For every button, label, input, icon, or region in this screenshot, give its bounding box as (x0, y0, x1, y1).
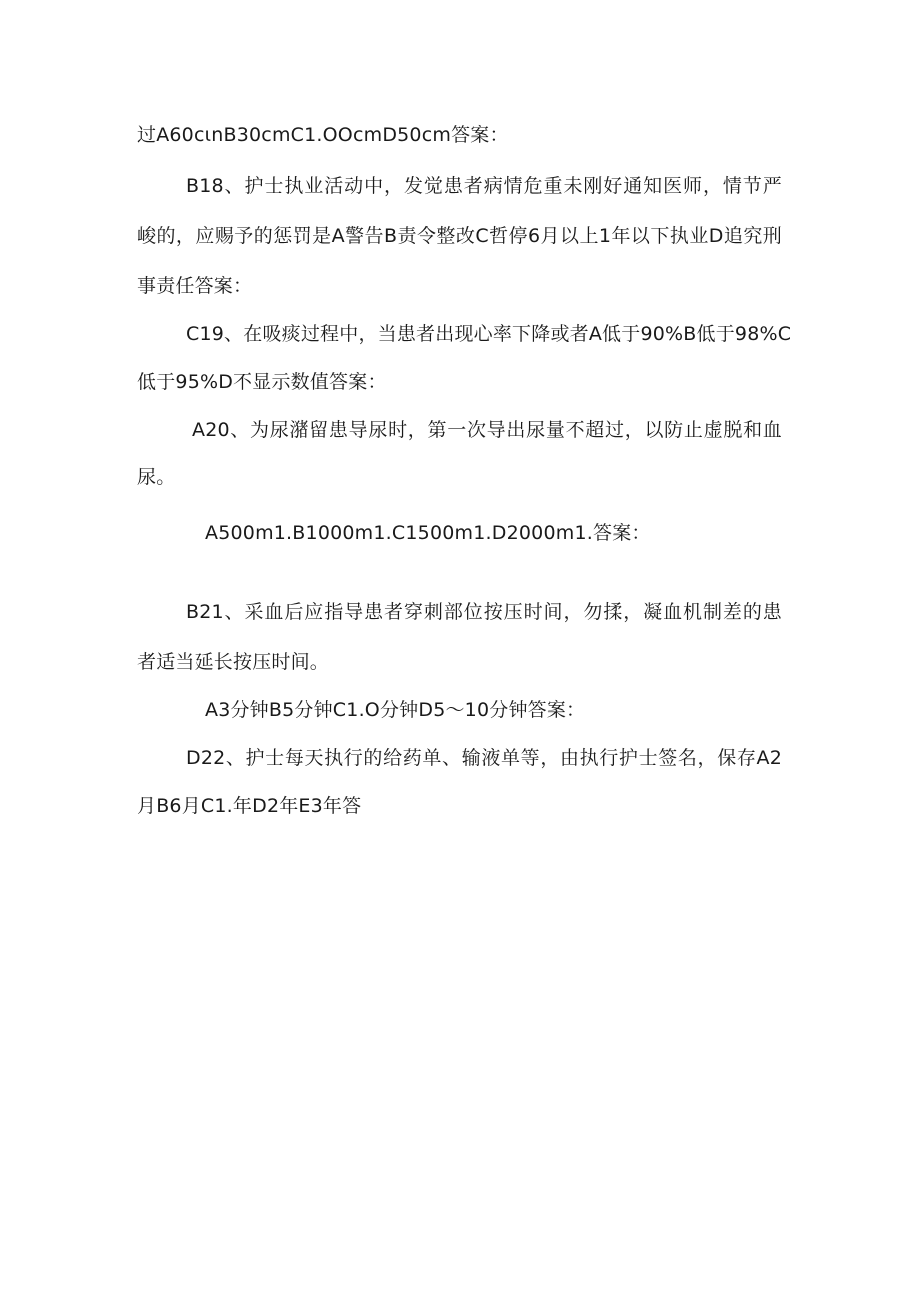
text-line-q20-options: A500m1.B1000m1.C1500m1.D2000m1.答案： (205, 522, 651, 544)
text-line-q20-stem: A20、为尿潴留患导尿时，第一次导出尿量不超过，以防止虚脱和血 (192, 419, 782, 441)
text-line-q22-stem: D22、护士每天执行的给药单、输液单等，由执行护士签名，保存A2 (186, 747, 782, 769)
text-line-q18-stem: B18、护士执业活动中，发觉患者病情危重未刚好通知医师，情节严 (186, 175, 782, 197)
text-line-q20-stem-end: 尿。 (137, 466, 176, 488)
text-line-q18-answer: 事责任答案： (137, 275, 253, 297)
text-line-q17-options: 过A60cιnB30cmC1.OOcmD50cm答案： (137, 124, 509, 146)
text-line-q18-options: 峻的，应赐予的惩罚是A警告B责令整改C哲停6月以上1年以下执业D追究刑 (137, 225, 782, 247)
text-line-q19-stem: C19、在吸痰过程中，当患者出现心率下降或者A低于90%B低于98%C (186, 323, 792, 345)
text-line-q19-options: 低于95%D不显示数值答案： (137, 371, 387, 393)
text-line-q22-options: 月B6月C1.年D2年E3年答 (137, 795, 362, 817)
text-line-q21-stem-end: 者适当延长按压时间。 (137, 651, 330, 673)
text-line-q21-options: A3分钟B5分钟C1.O分钟D5〜10分钟答案： (205, 699, 586, 721)
text-line-q21-stem: B21、采血后应指导患者穿刺部位按压时间，勿揉，凝血机制差的患 (186, 601, 782, 623)
